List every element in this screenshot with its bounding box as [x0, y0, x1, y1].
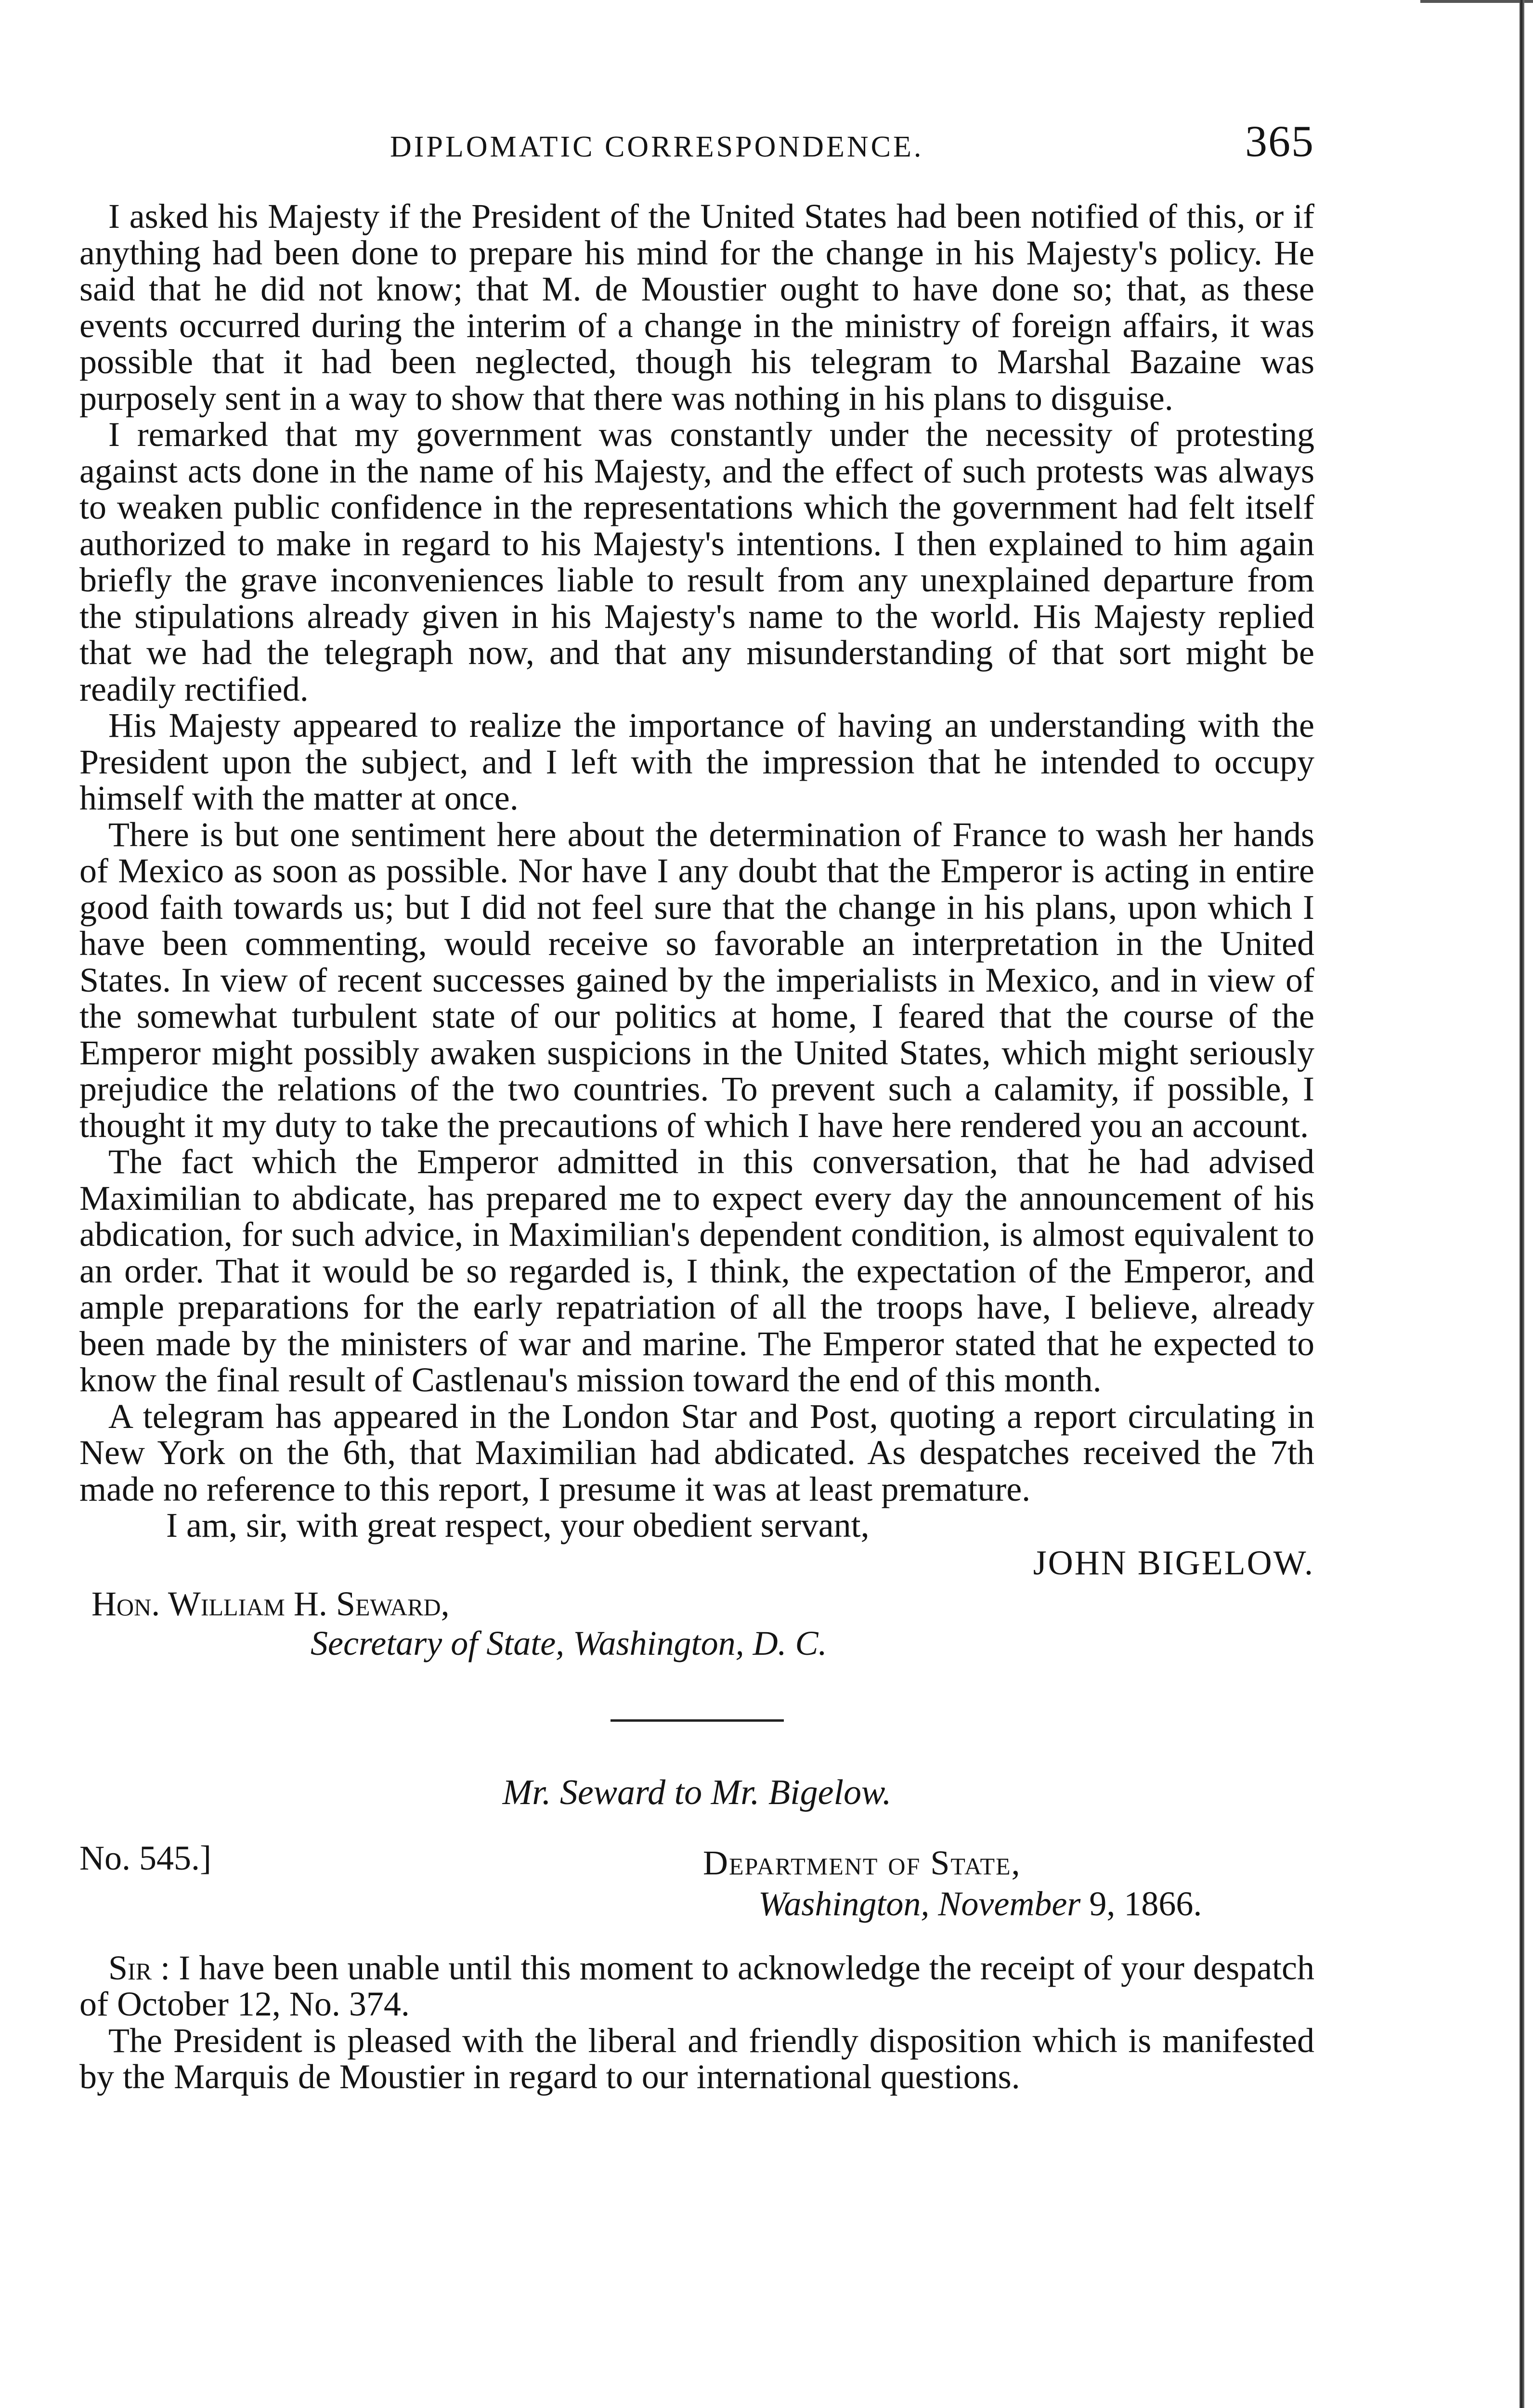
paragraph-1: I asked his Majesty if the President of the United States had been notified of this, or if anything had been done to prepare his mind for the change in his Majesty's policy. He said that he did not know; that M. de Moustier ought to have done so; that, as these events occurred during the interim of a change in the ministry of foreign affairs, it was possible that it had been neglected, though his telegram to Marshal Bazaine was purposely sent in a way to show that there was nothing in his plans to disguise.	[79, 197, 1314, 418]
section-divider	[611, 1719, 784, 1722]
place: Washington,	[758, 1884, 930, 1923]
page-header	[390, 116, 1314, 169]
department-name: Department of State,	[703, 1843, 1021, 1882]
letter-paragraph-1	[79, 1950, 1314, 2023]
place-date	[758, 1886, 1202, 1923]
running-head: DIPLOMATIC CORRESPONDENCE.	[390, 131, 924, 163]
letter-heading: Mr. Seward to Mr. Bigelow.	[502, 1773, 892, 1812]
letter-paragraph-1-text: I have been unable until this moment to acknowledge the receipt of your despatch of October 12, No. 374.	[79, 1948, 1315, 2023]
letter-paragraph-2: The President is pleased with the liberal and friendly disposition which is manifested by the Marquis de Moustier in regard to our international questions.	[79, 2021, 1314, 2096]
page-number: 365	[1245, 117, 1314, 166]
scan-right-edge	[1520, 0, 1524, 2408]
scan-top-edge-line	[1420, 0, 1533, 3]
recipient-title: Secretary of State, Washington, D. C.	[311, 1623, 827, 1662]
despatch-number: No. 545.]	[79, 1838, 211, 1877]
paragraph-6: A telegram has appeared in the London Star and Post, quoting a report circulating in New York on the 6th, that Maximilian had abdicated. As despatches received the 7th made no reference to this report, I presume it was at least premature.	[79, 1397, 1314, 1508]
paragraph-2: I remarked that my government was constantly under the necessity of protesting against acts done in the name of his Majesty, and the effect of such protests was always to weaken public confidence in the representations which the government had felt itself authorized to make in regard to his Majesty's intentions. I then explained to him again briefly the grave inconveniences liable to result from any unexplained departure from the stipulations already given in his Majesty's name to the world. His Majesty replied that we had the telegraph now, and that any misunderstanding of that sort might be readily rectified.	[79, 415, 1314, 708]
date-month: November	[938, 1884, 1081, 1923]
date-rest: 9, 1866.	[1080, 1884, 1202, 1923]
letter-meta	[79, 1831, 1314, 1941]
signature-row	[79, 1545, 1314, 1582]
signature: JOHN BIGELOW.	[1033, 1543, 1314, 1582]
recipient-name: Hon. William H. Seward,	[91, 1584, 450, 1623]
closing-line: I am, sir, with great respect, your obedient servant,	[166, 1506, 870, 1544]
paragraph-3: His Majesty appeared to realize the importance of having an understanding with the President upon the subject, and I left with the impression that he intended to occupy himself with the matter at once.	[79, 706, 1314, 817]
paragraph-4: There is but one sentiment here about the determination of France to wash her hands of Mexico as soon as possible. Nor have I any doubt that the Emperor is acting in entire good faith towards us; but I did not feel sure that the change in his plans, upon which I have been commenting, would receive so favorable an interpretation in the United States. In view of recent successes gained by the imperialists in Mexico, and in view of the somewhat turbulent state of our politics at home, I feared that the course of the Emperor might possibly awaken suspicions in the United States, which might seriously prejudice the relations of the two countries. To prevent such a calamity, if possible, I thought it my duty to take the precautions of which I have here rendered you an account.	[79, 815, 1314, 1145]
salutation: Sir :	[108, 1948, 170, 1987]
page-body	[79, 198, 1314, 2095]
paragraph-5: The fact which the Emperor admitted in this conversation, that he had advised Maximilian to abdicate, has prepared me to expect every day the announcement of his abdication, for such advice, in Maximilian's dependent condition, is almost equivalent to an order. That it would be so regarded is, I think, the expectation of the Emperor, and ample preparations for the early repatriation of all the troops have, I believe, already been made by the ministers of war and marine. The Emperor stated that he expected to know the final result of Castlenau's mission toward the end of this month.	[79, 1142, 1314, 1399]
